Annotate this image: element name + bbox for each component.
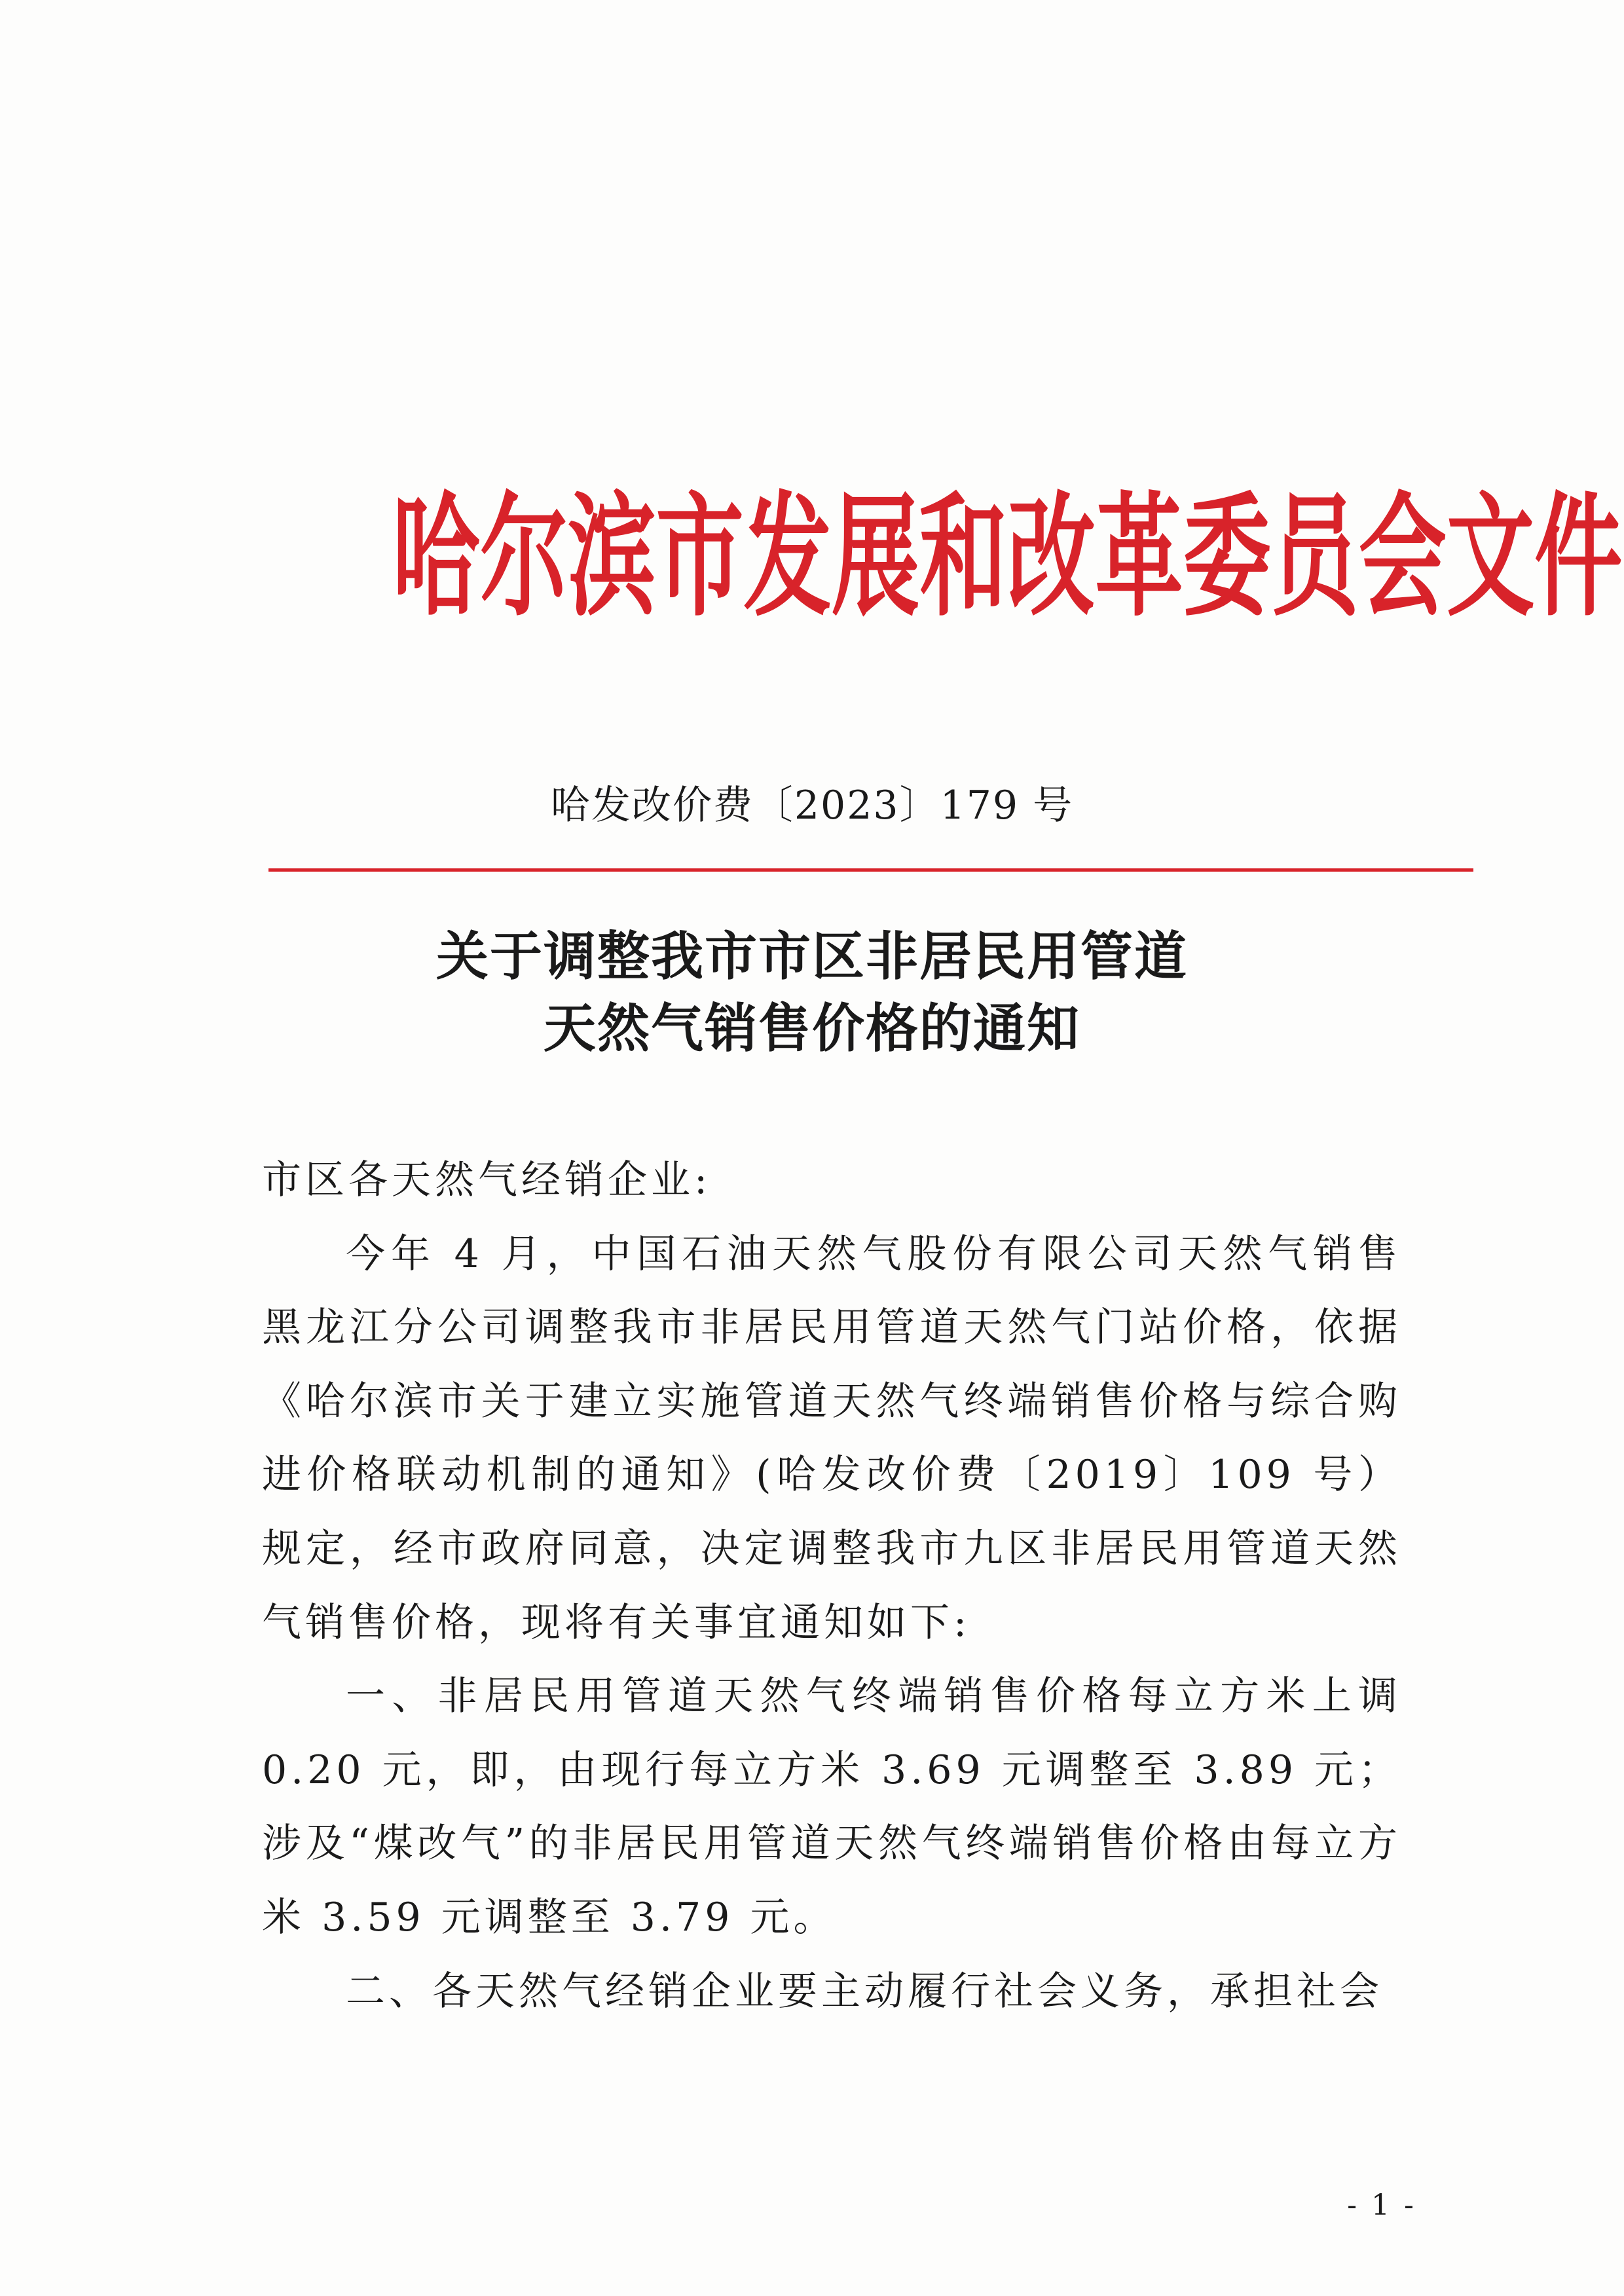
notice-title — [0, 920, 1624, 1064]
body-text — [262, 1143, 1401, 2028]
notice-title-line-2: 天然气销售价格的通知 — [544, 997, 1080, 1059]
notice-title-line-1: 关于调整我市市区非居民用管道 — [436, 925, 1188, 987]
paragraph-2: 一、非居民用管道天然气终端销售价格每立方米上调 0.20 元，即，由现行每立方米 3.69 元调整至 3.89 元；涉及“煤改气”的非居民用管道天然气终端销售价格由每立方米 3.59 元调整至 3.79 元。 — [262, 1673, 1401, 1940]
document-number: 哈发改价费〔2023〕179 号 — [550, 783, 1074, 828]
paragraph-1: 今年 4 月，中国石油天然气股份有限公司天然气销售黑龙江分公司调整我市非居民用管道天然气门站价格，依据《哈尔滨市关于建立实施管道天然气终端销售价格与综合购进价格联动机制的通知》(哈发改价费〔2019〕109 号）规定，经市政府同意，决定调整我市九区非居民用管道天然气销售价格，现将有关事宜通知如下: — [262, 1231, 1401, 1646]
page-number: - 1 - — [1347, 2189, 1416, 2222]
issuer-title: 哈尔滨市发展和改革委员会文件 — [392, 477, 1623, 635]
red-divider-line — [268, 868, 1473, 872]
salutation: 市区各天然气经销企业: — [262, 1157, 712, 1203]
paragraph-3: 二、各天然气经销企业要主动履行社会义务，承担社会 — [346, 1968, 1383, 2014]
